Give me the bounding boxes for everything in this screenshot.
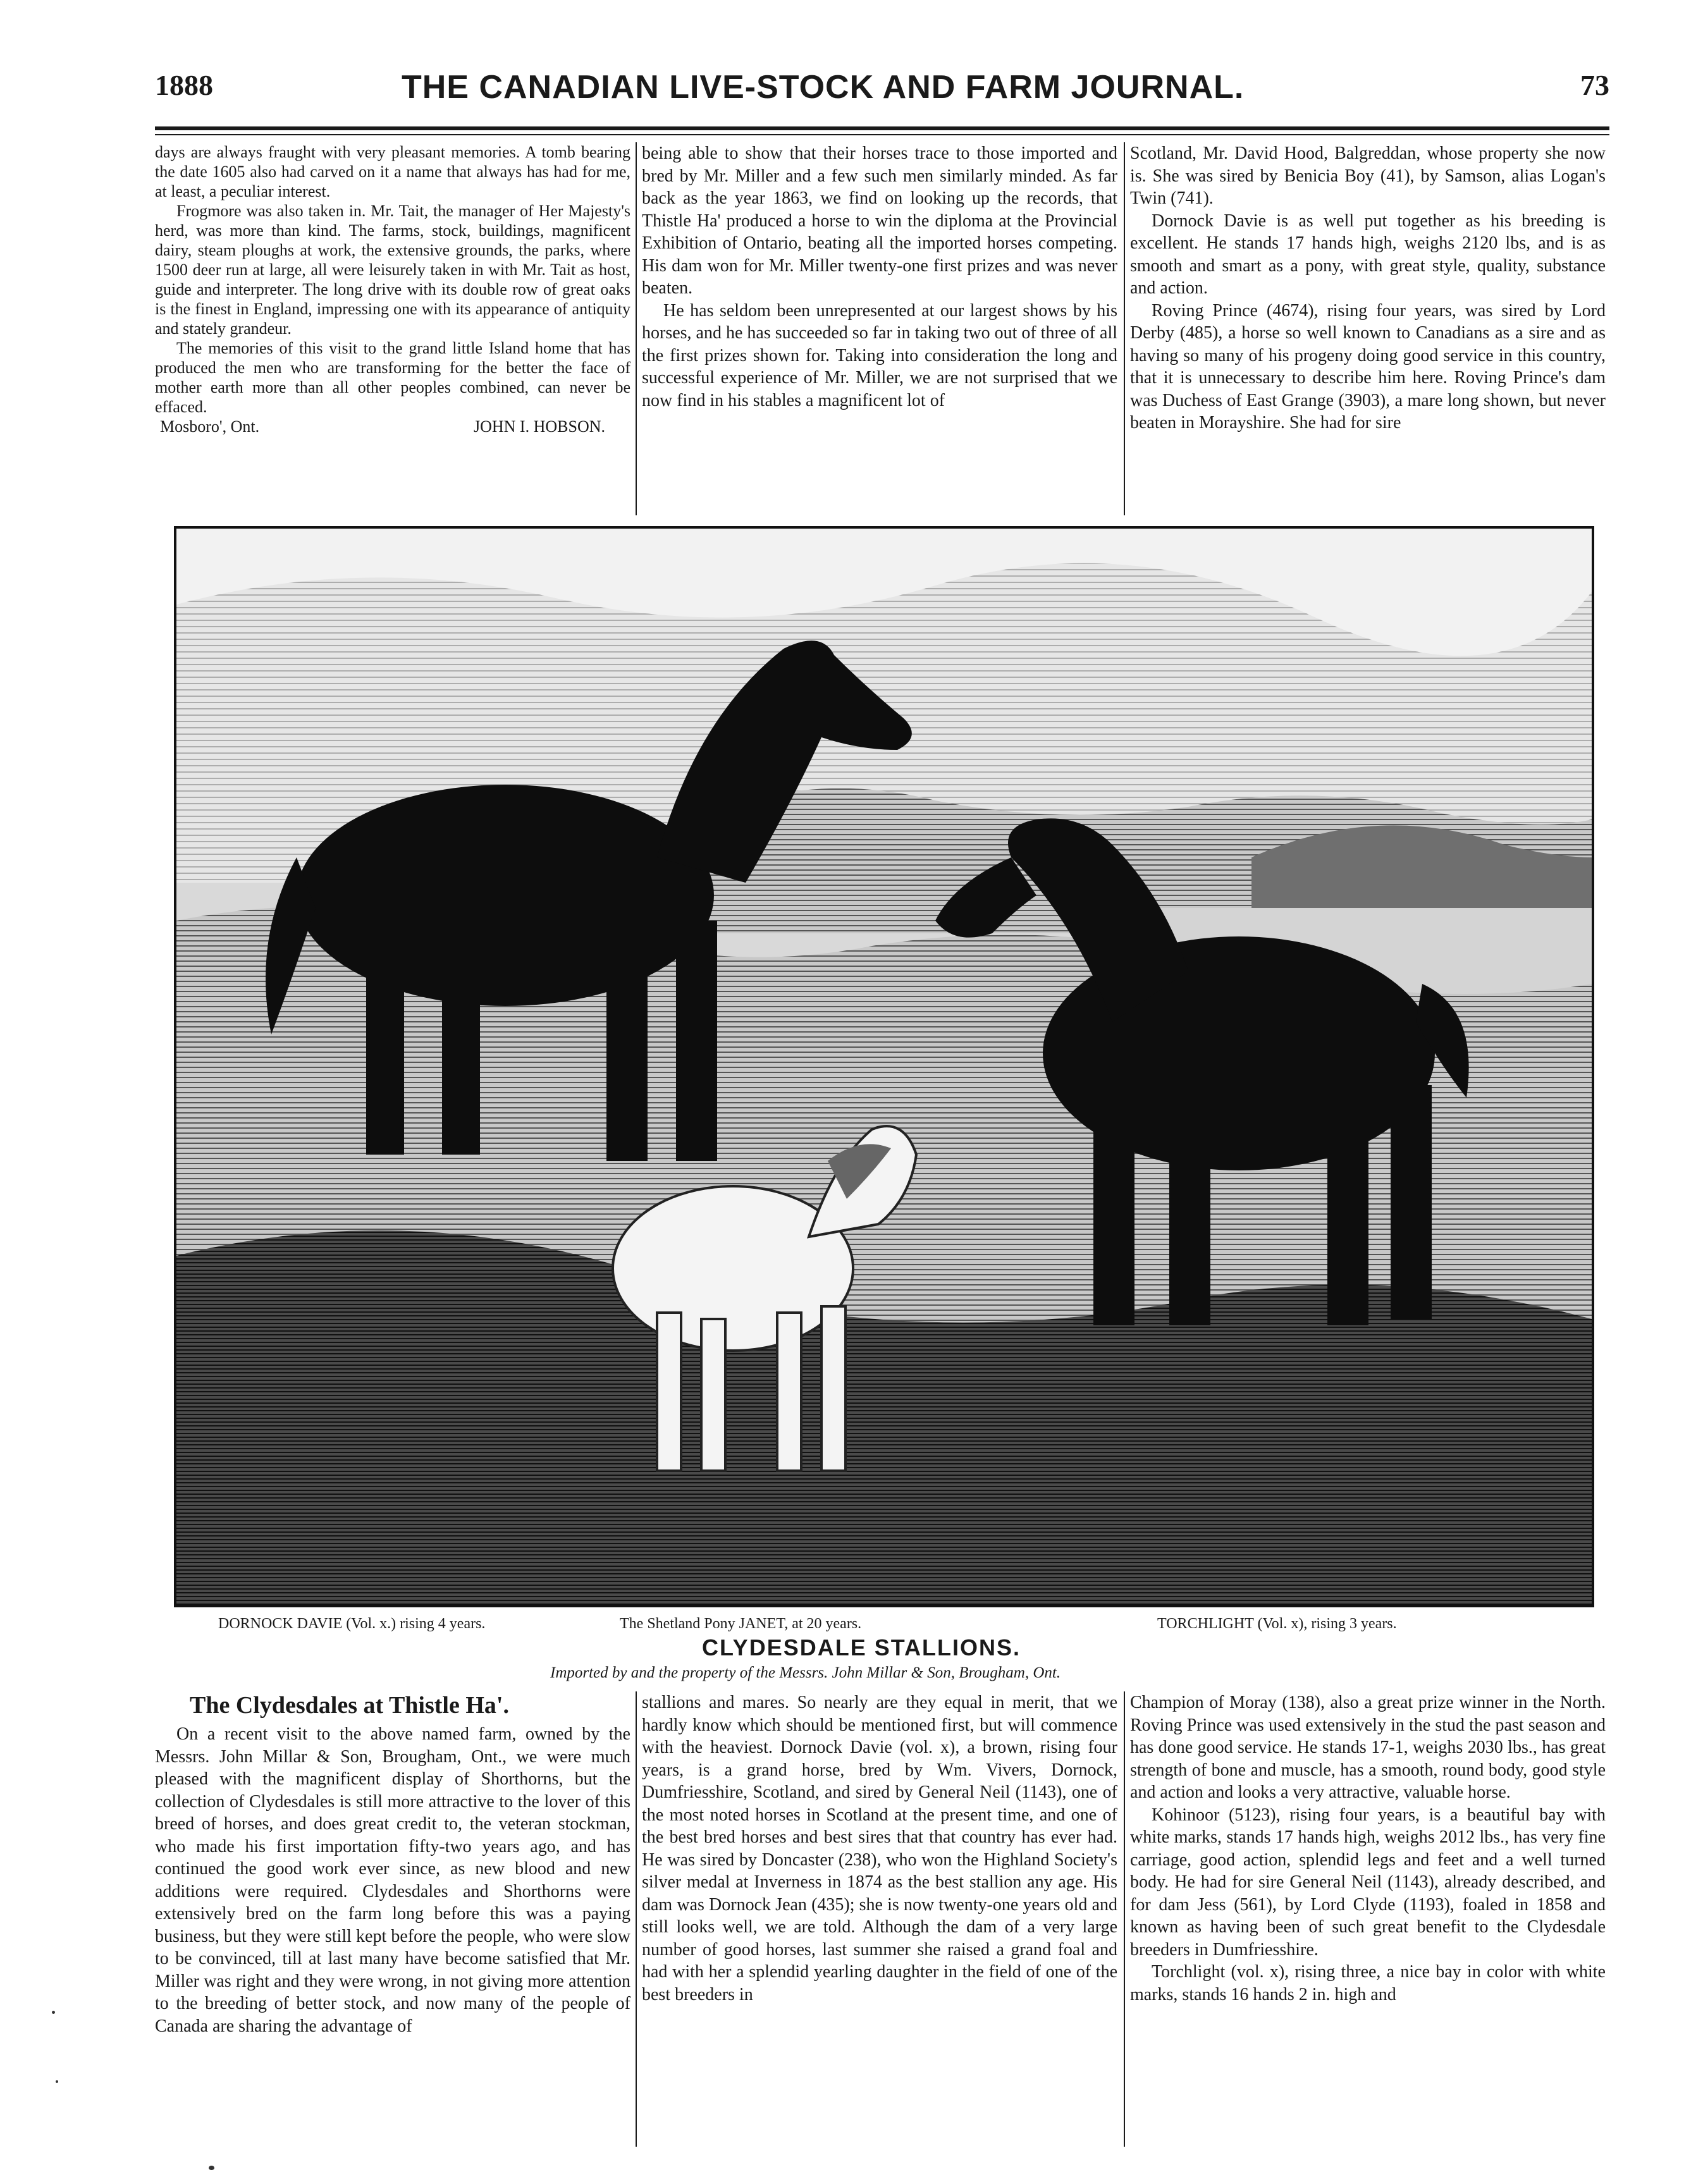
column-divider	[636, 1691, 637, 2147]
article-column-3	[1130, 1691, 1606, 2006]
paragraph: Torchlight (vol. x), rising three, a nice bay in color with white marks, stands 16 hands 2 in. high and	[1130, 1962, 1606, 2004]
article-column-1	[155, 1691, 630, 2037]
article-body	[155, 1723, 630, 2037]
column-divider	[636, 142, 637, 515]
engraving-picture	[176, 529, 1592, 1605]
paragraph: The memories of this visit to the grand little Island home that has produced the men who are transforming for the better the face of mother earth more than all other peoples combined, can never be effaced.	[155, 339, 630, 416]
article-title: The Clydesdales at Thistle Ha'.	[190, 1692, 509, 1719]
paragraph: On a recent visit to the above named farm, owned by the Messrs. John Millar & Son, Brougham, Ont., we were much pleased with the magnificent display of Shorthorns, but the collection of Clydesdales is still more attractive to the lover of this breed of horses, and does great credit to, the veteran stockman, who made his first importation fifty-two years ago, and has continued the good work ever since, as new blood and new additions were required. Clydesdales and Shorthorns were extensively bred on the farm long before this was a paying business, but they were still kept before the people, who were slow to be convinced, till at last many have become satisfied that Mr. Miller was right and they were wrong, in not giving more attention to the breeding of better stock, and now many of the people of Canada are sharing the advantage of	[155, 1724, 630, 2036]
header-year: 1888	[155, 69, 213, 101]
page-header	[155, 68, 1609, 125]
header-rule-thick	[155, 126, 1609, 130]
scan-speck	[209, 2166, 214, 2170]
paragraph: He has seldom been unrepresented at our largest shows by his horses, and he has succeeded so far in taking two out of three of all the first prizes shown for. Taking into consideration the long and successful experience of Mr. Miller, we are not surprised that we now find in his stables a magnificent lot of	[642, 300, 1117, 410]
top-column-2	[642, 142, 1117, 412]
top-column-1	[155, 142, 630, 436]
page-number: 73	[1580, 69, 1609, 101]
caption-janet: The Shetland Pony JANET, at 20 years.	[620, 1616, 862, 1632]
signature-name: JOHN I. HOBSON.	[473, 417, 605, 436]
signature-place: Mosboro', Ont.	[160, 417, 260, 436]
paragraph: Champion of Moray (138), also a great prize winner in the North. Roving Prince was used extensively in the stud the past season and has done good service. He stands 17-1, weighs 2030 lbs., has great strength of bone and muscle, has a smooth, round body, good style and action and looks a very attractive, valuable horse.	[1130, 1693, 1606, 1802]
scan-speck	[52, 2011, 55, 2014]
caption-dornock-davie: DORNOCK DAVIE (Vol. x.) rising 4 years.	[218, 1616, 486, 1632]
paragraph: Kohinoor (5123), rising four years, is a beautiful bay with white marks, stands 17 hands high, weighs 2012 lbs., has very fine carriage, good action, splendid legs and feet and a well turned body. He had for sire General Neil (1143), already described, and for dam Jess (561), by Lord Clyde (1193), foaled in 1858 and known as having been of such great benefit to the Clydesdale breeders in Dumfriesshire.	[1130, 1805, 1606, 1960]
header-rule-thin	[155, 134, 1609, 135]
journal-title: THE CANADIAN LIVE-STOCK AND FARM JOURNAL.	[402, 69, 1245, 106]
signature-line	[155, 417, 630, 436]
illustration-subtitle: Imported by and the property of the Messrs. John Millar & Son, Brougham, Ont.	[550, 1664, 1061, 1681]
paragraph: Frogmore was also taken in. Mr. Tait, the manager of Her Majesty's herd, was more than kind. The farms, stock, buildings, magnificent dairy, steam ploughs at work, the extensive grounds, the parks, where 1500 deer run at large, all were leisurely taken in with Mr. Tait as host, guide and interpreter. The long drive with its double row of great oaks is the finest in England, impressing one with its appearance of antiquity and stately grandeur.	[155, 202, 630, 338]
paragraph: Dornock Davie is as well put together as his breeding is excellent. He stands 17 hands high, weighs 2120 lbs, and is as smooth and smart as a pony, with great style, quality, substance and action.	[1130, 211, 1606, 298]
caption-torchlight: TORCHLIGHT (Vol. x), rising 3 years.	[1157, 1616, 1397, 1632]
clydesdale-engraving	[174, 526, 1594, 1607]
article-column-2	[642, 1691, 1117, 2006]
scan-speck	[56, 2080, 58, 2083]
paragraph: being able to show that their horses trace to those imported and bred by Mr. Miller and a few such men similarly minded. As far back as the year 1863, we find on looking up the records, that Thistle Ha' produced a horse to win the diploma at the Provincial Exhibition of Ontario, beating all the imported horses competing. His dam won for Mr. Miller twenty-one first prizes and was never beaten.	[642, 144, 1117, 298]
paragraph: Scotland, Mr. David Hood, Balgreddan, whose property she now is. She was sired by Benicia Boy (41), by Samson, alias Logan's Twin (741).	[1130, 144, 1606, 208]
paragraph: stallions and mares. So nearly are they equal in merit, that we hardly know which should be mentioned first, but will commence with the heaviest. Dornock Davie (vol. x), a brown, rising four years, is a grand horse, bred by Wm. Vivers, Dornock, Dumfriesshire, Scotland, and sired by General Neil (1143), one of the most noted horses in Scotland at the present time, and one of the best bred horses and best sires that that country has ever had. He was sired by Doncaster (238), who won the Highland Society's silver medal at Inverness in 1874 as the best stallion any age. His dam was Dornock Jean (435); she is now twenty-one years old and still looks well, we are told. Although the dam of a very large number of good horses, last summer she raised a grand foal and had with her a splendid yearling daughter in the field of one of the best breeders in	[642, 1693, 1117, 2004]
illustration-title: CLYDESDALE STALLIONS.	[702, 1635, 1021, 1660]
paragraph: days are always fraught with very pleasant memories. A tomb bearing the date 1605 also had carved on it a name that always has had for me, at least, a peculiar interest.	[155, 143, 630, 200]
top-column-3	[1130, 142, 1606, 434]
paragraph: Roving Prince (4674), rising four years, was sired by Lord Derby (485), a horse so well known to Canadians as a sire and as having so many of his progeny doing good service in this country, that it is unnecessary to describe him here. Roving Prince's dam was Duchess of East Grange (3903), a mare long shown, but never beaten in Morayshire. She had for sire	[1130, 300, 1606, 433]
column-divider	[1124, 1691, 1125, 2147]
column-divider	[1124, 142, 1125, 515]
